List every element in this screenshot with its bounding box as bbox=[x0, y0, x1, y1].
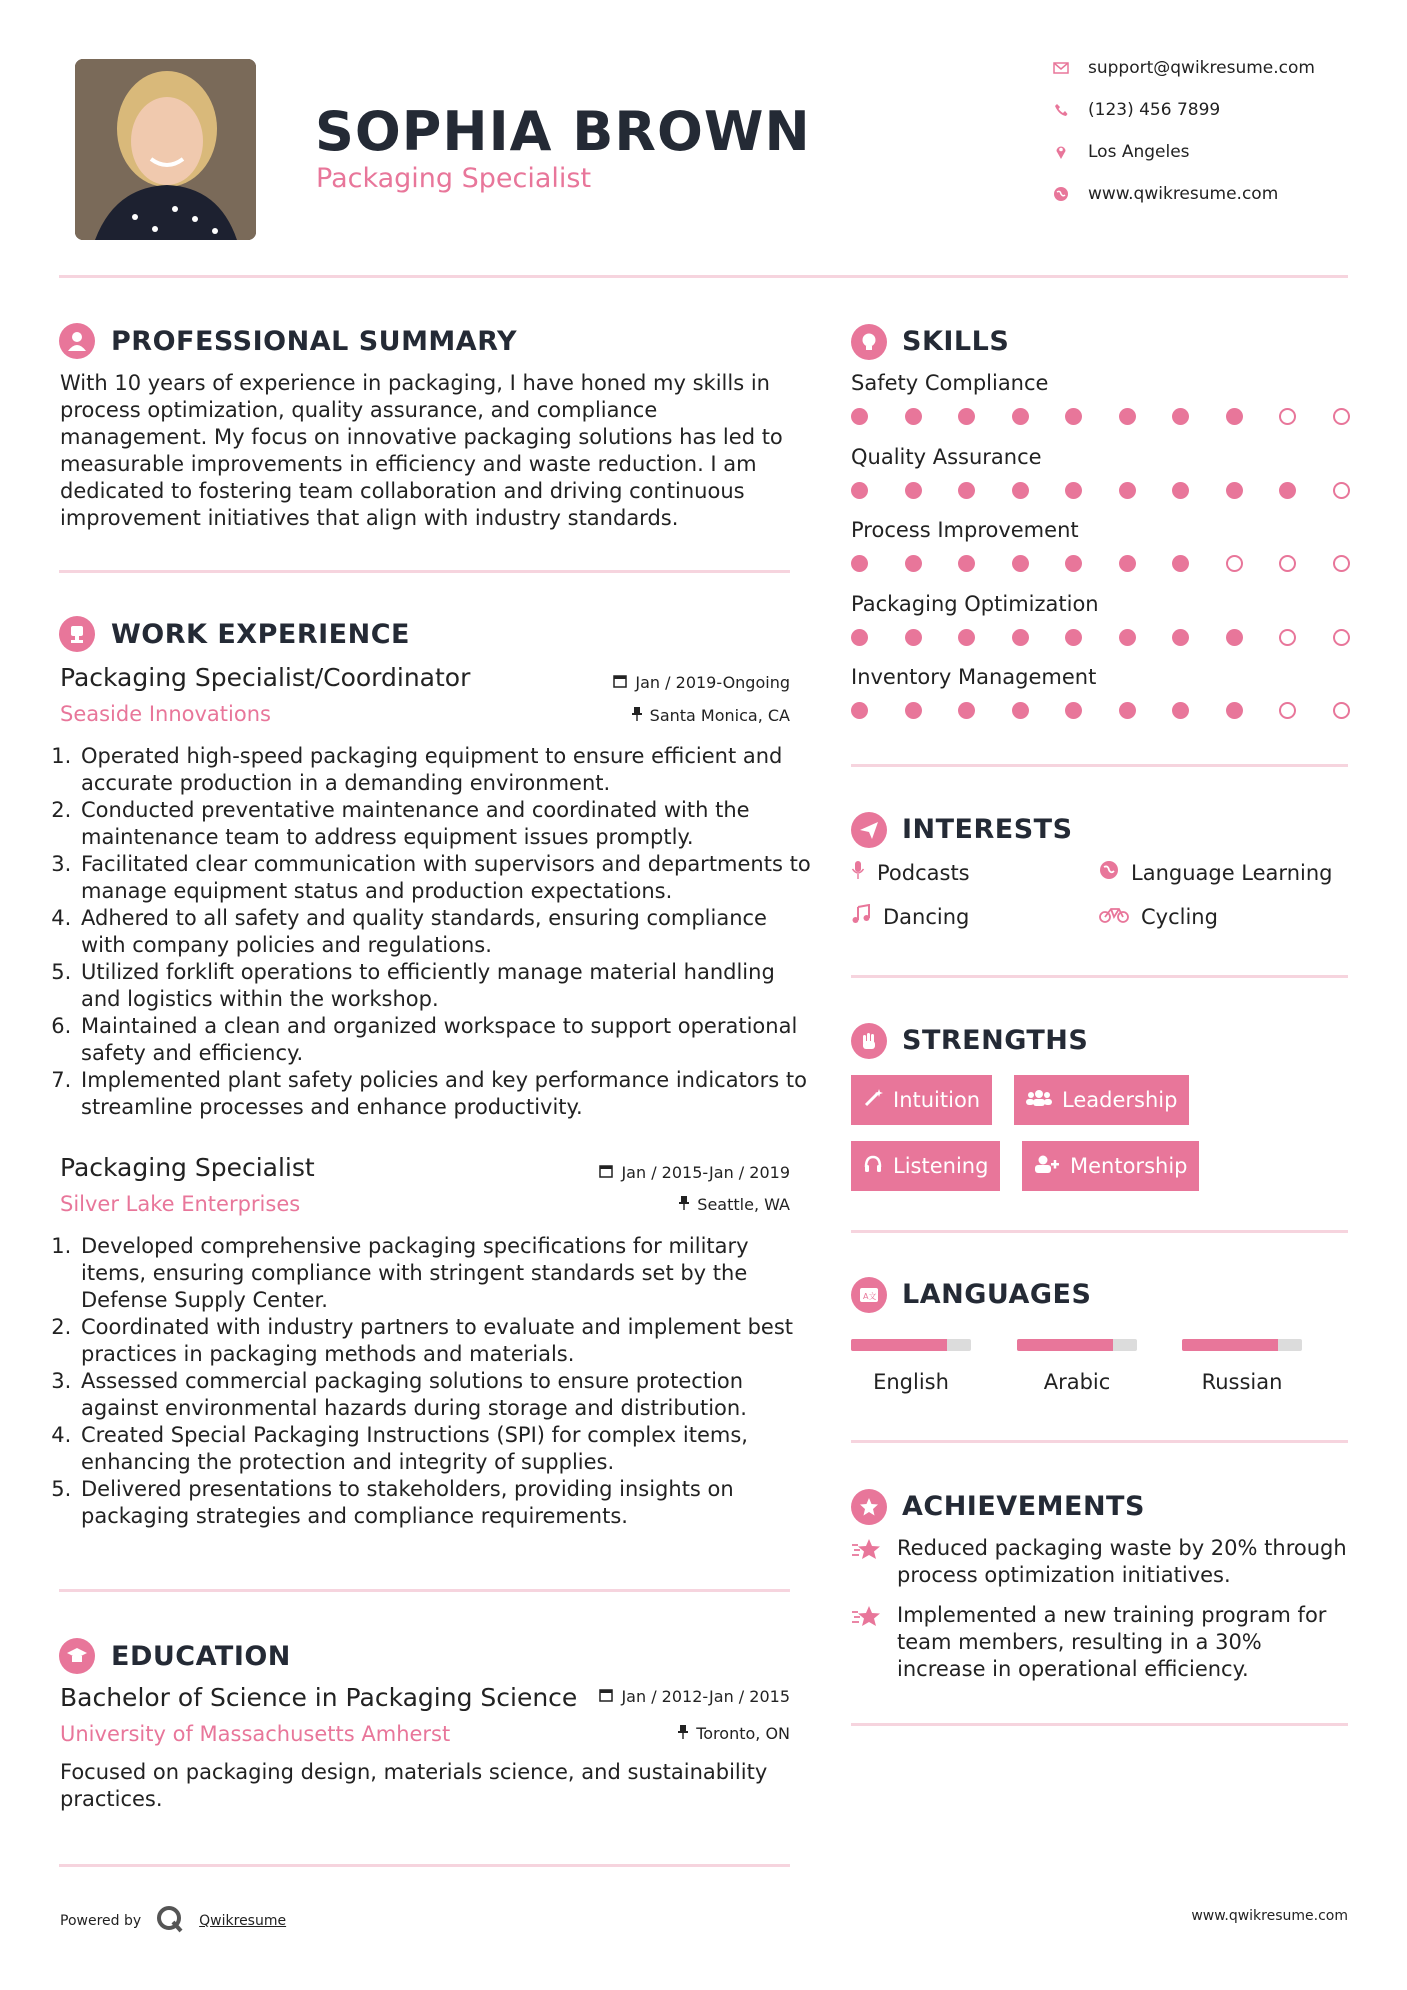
list-item: 7. Implemented plant safety policies and key performance indicators to streamline processes and enhance productivity. bbox=[78, 1067, 813, 1121]
calendar-icon bbox=[599, 1163, 613, 1182]
company-name: Silver Lake Enterprises bbox=[60, 1192, 301, 1216]
user-plus-icon bbox=[1034, 1154, 1060, 1179]
skills-heading: SKILLS bbox=[902, 326, 1010, 357]
rating-dot-empty bbox=[1279, 702, 1296, 719]
education-dates bbox=[530, 1687, 790, 1706]
section-divider bbox=[59, 1589, 790, 1592]
skill-rating bbox=[851, 408, 1386, 425]
job-title: Packaging Specialist/Coordinator bbox=[60, 663, 471, 692]
rating-dot-filled bbox=[1065, 702, 1082, 719]
school-name: University of Massachusetts Amherst bbox=[60, 1722, 451, 1746]
star-icon bbox=[851, 1537, 883, 1589]
job-duties-list bbox=[60, 743, 813, 1121]
svg-text:A文: A文 bbox=[863, 1292, 877, 1301]
rating-dot-filled bbox=[1172, 482, 1189, 499]
header-divider bbox=[59, 275, 1348, 278]
education-location-text: Toronto, ON bbox=[696, 1724, 790, 1743]
skill-name: Packaging Optimization bbox=[851, 591, 1099, 616]
rating-dot-filled bbox=[851, 555, 868, 572]
rating-dot-filled bbox=[1012, 629, 1029, 646]
rating-dot-filled bbox=[1065, 629, 1082, 646]
user-icon bbox=[59, 323, 95, 359]
website-text: www.qwikresume.com bbox=[1088, 184, 1279, 204]
qwikresume-logo-icon bbox=[155, 1904, 185, 1938]
section-divider bbox=[59, 570, 790, 573]
rating-dot-filled bbox=[1226, 482, 1243, 499]
job-dates bbox=[530, 1163, 790, 1182]
star-badge-icon bbox=[851, 1489, 887, 1525]
rating-dot-filled bbox=[1065, 482, 1082, 499]
rating-dot-filled bbox=[958, 555, 975, 572]
section-divider bbox=[851, 1230, 1348, 1233]
list-item: 4. Created Special Packaging Instructions (SPI) for complex items, enhancing the protection and integrity of supplies. bbox=[78, 1422, 813, 1476]
rating-dot-filled bbox=[958, 482, 975, 499]
rating-dot-filled bbox=[958, 629, 975, 646]
achievements-heading: ACHIEVEMENTS bbox=[902, 1491, 1145, 1522]
section-divider bbox=[851, 975, 1348, 978]
microphone-icon bbox=[851, 860, 865, 885]
rating-dot-filled bbox=[1172, 555, 1189, 572]
headphones-icon bbox=[863, 1154, 883, 1179]
rating-dot-filled bbox=[1226, 629, 1243, 646]
rating-dot-filled bbox=[1172, 702, 1189, 719]
email-text: support@qwikresume.com bbox=[1088, 58, 1315, 78]
list-item: 1. Developed comprehensive packaging specifications for military items, ensuring compliance with stringent standards set by the Defense Supply Center. bbox=[78, 1233, 813, 1314]
candidate-name: SOPHIA BROWN bbox=[315, 100, 811, 163]
education-dates-text: Jan / 2012-Jan / 2015 bbox=[621, 1687, 790, 1706]
bicycle-icon bbox=[1099, 904, 1129, 929]
brand-link[interactable]: Qwikresume bbox=[199, 1913, 287, 1929]
section-divider bbox=[59, 1864, 790, 1867]
job-location-text: Seattle, WA bbox=[697, 1195, 790, 1214]
interest-item bbox=[851, 860, 970, 885]
language-level-bar bbox=[1182, 1339, 1302, 1351]
education-text: Focused on packaging design, materials science, and sustainability practices. bbox=[60, 1760, 768, 1811]
rating-dot-empty bbox=[1279, 555, 1296, 572]
briefcase-icon bbox=[59, 616, 95, 652]
language-level-fill bbox=[851, 1339, 947, 1351]
degree-title: Bachelor of Science in Packaging Science bbox=[60, 1683, 578, 1712]
group-icon bbox=[1026, 1088, 1052, 1113]
list-item: 3. Assessed commercial packaging solutions to ensure protection against environmental hazards during storage and distribution. bbox=[78, 1368, 813, 1422]
skill-rating bbox=[851, 629, 1386, 646]
achievement-item bbox=[851, 1535, 1351, 1589]
list-item: 2. Conducted preventative maintenance and coordinated with the maintenance team to address equipment issues promptly. bbox=[78, 797, 813, 851]
list-item: 4. Adhered to all safety and quality standards, ensuring compliance with company policies and regulations. bbox=[78, 905, 813, 959]
rating-dot-filled bbox=[958, 408, 975, 425]
calendar-icon bbox=[599, 1687, 613, 1706]
job-dates-text: Jan / 2015-Jan / 2019 bbox=[621, 1163, 790, 1182]
skill-name: Process Improvement bbox=[851, 518, 1079, 542]
rating-dot-filled bbox=[905, 408, 922, 425]
rating-dot-filled bbox=[905, 482, 922, 499]
rating-dot-filled bbox=[1119, 555, 1136, 572]
rating-dot-filled bbox=[851, 702, 868, 719]
section-divider bbox=[851, 764, 1348, 767]
rating-dot-filled bbox=[1012, 408, 1029, 425]
strength-label: Mentorship bbox=[1070, 1154, 1188, 1178]
strength-tag bbox=[851, 1075, 992, 1125]
achievement-text: Implemented a new training program for team members, resulting in a 30% increase in operational efficiency. bbox=[897, 1603, 1327, 1681]
rating-dot-filled bbox=[1172, 629, 1189, 646]
strengths-heading: STRENGTHS bbox=[902, 1025, 1089, 1056]
education-heading: EDUCATION bbox=[111, 1641, 291, 1672]
rating-dot-filled bbox=[1065, 555, 1082, 572]
rating-dot-filled bbox=[1119, 408, 1136, 425]
skill-name: Quality Assurance bbox=[851, 444, 1042, 469]
rating-dot-filled bbox=[851, 408, 868, 425]
pushpin-icon bbox=[679, 1195, 689, 1214]
pushpin-icon bbox=[678, 1724, 688, 1743]
phone-text: (123) 456 7899 bbox=[1088, 100, 1221, 120]
education-location bbox=[530, 1724, 790, 1743]
rating-dot-filled bbox=[1226, 702, 1243, 719]
list-item: 3. Facilitated clear communication with supervisors and departments to manage equipment status and production expectations. bbox=[78, 851, 813, 905]
contact-email[interactable] bbox=[1052, 58, 1315, 78]
map-pin-icon bbox=[1052, 143, 1070, 161]
music-note-icon bbox=[851, 904, 871, 929]
language-icon bbox=[851, 1277, 887, 1313]
interest-item bbox=[851, 904, 969, 929]
list-item: 2. Coordinated with industry partners to evaluate and implement best practices in packaging methods and materials. bbox=[78, 1314, 813, 1368]
hand-icon bbox=[851, 1023, 887, 1059]
rating-dot-empty bbox=[1333, 408, 1350, 425]
rating-dot-filled bbox=[1012, 702, 1029, 719]
rating-dot-filled bbox=[1119, 482, 1136, 499]
rating-dot-empty bbox=[1279, 408, 1296, 425]
contact-location bbox=[1052, 142, 1190, 162]
rating-dot-filled bbox=[1065, 408, 1082, 425]
pushpin-icon bbox=[632, 706, 642, 725]
location-text: Los Angeles bbox=[1088, 142, 1190, 162]
skill-rating bbox=[851, 482, 1386, 499]
language-level-fill bbox=[1182, 1339, 1278, 1351]
lightbulb-icon bbox=[851, 324, 887, 360]
languages-heading: LANGUAGES bbox=[902, 1279, 1092, 1310]
achievement-text: Reduced packaging waste by 20% through process optimization initiatives. bbox=[897, 1536, 1347, 1587]
job-title: Packaging Specialist bbox=[60, 1153, 315, 1182]
envelope-icon bbox=[1052, 59, 1070, 77]
profile-photo bbox=[75, 59, 256, 240]
interest-item bbox=[1099, 904, 1218, 929]
job-dates-text: Jan / 2019-Ongoing bbox=[635, 673, 790, 692]
calendar-icon bbox=[613, 673, 627, 692]
company-name: Seaside Innovations bbox=[60, 702, 271, 726]
footer-website[interactable]: www.qwikresume.com bbox=[1191, 1908, 1348, 1924]
experience-heading: WORK EXPERIENCE bbox=[111, 619, 410, 650]
magic-wand-icon bbox=[863, 1088, 883, 1113]
skill-rating bbox=[851, 702, 1386, 719]
job-location-text: Santa Monica, CA bbox=[649, 706, 790, 725]
interest-label: Dancing bbox=[883, 904, 970, 929]
achievement-item bbox=[851, 1602, 1351, 1683]
interests-heading: INTERESTS bbox=[902, 814, 1073, 845]
skill-name: Inventory Management bbox=[851, 665, 1097, 689]
strength-label: Leadership bbox=[1062, 1088, 1178, 1112]
rating-dot-filled bbox=[1226, 408, 1243, 425]
language-level-bar bbox=[851, 1339, 971, 1351]
rating-dot-filled bbox=[1279, 482, 1296, 499]
rating-dot-empty bbox=[1333, 482, 1350, 499]
rating-dot-filled bbox=[1012, 555, 1029, 572]
rating-dot-filled bbox=[905, 702, 922, 719]
rating-dot-filled bbox=[905, 555, 922, 572]
section-divider bbox=[851, 1723, 1348, 1726]
rating-dot-empty bbox=[1226, 555, 1243, 572]
rating-dot-empty bbox=[1333, 629, 1350, 646]
strength-label: Intuition bbox=[893, 1088, 981, 1112]
rating-dot-empty bbox=[1333, 702, 1350, 719]
contact-phone[interactable] bbox=[1052, 100, 1220, 120]
list-item: 6. Maintained a clean and organized workspace to support operational safety and efficiency. bbox=[78, 1013, 813, 1067]
summary-text: With 10 years of experience in packaging, I have honed my skills in process optimization, quality assurance, and compliance management. My focus on innovative packaging solutions has led to measurable improvements in efficiency and waste reduction. I am dedicated to fostering team collaboration and driving continuous improvement initiatives that align with industry standards. bbox=[60, 371, 783, 530]
list-item: 1. Operated high-speed packaging equipment to ensure efficient and accurate production in a demanding environment. bbox=[78, 743, 813, 797]
skill-name: Safety Compliance bbox=[851, 371, 1049, 395]
rating-dot-filled bbox=[905, 629, 922, 646]
job-location bbox=[530, 1195, 790, 1214]
skill-rating bbox=[851, 555, 1386, 572]
job-duties-list bbox=[60, 1233, 813, 1530]
language-level-fill bbox=[1017, 1339, 1113, 1351]
rating-dot-empty bbox=[1333, 555, 1350, 572]
interest-label: Podcasts bbox=[877, 860, 970, 885]
interest-label: Language Learning bbox=[1131, 860, 1333, 885]
job-dates bbox=[530, 673, 790, 692]
language-name: Arabic bbox=[1043, 1370, 1111, 1394]
rating-dot-filled bbox=[1119, 702, 1136, 719]
strength-label: Listening bbox=[893, 1154, 989, 1178]
rating-dot-filled bbox=[1172, 408, 1189, 425]
powered-by-text: Powered by bbox=[60, 1913, 142, 1929]
strength-tag bbox=[1014, 1075, 1189, 1125]
rating-dot-filled bbox=[1012, 482, 1029, 499]
strength-tag bbox=[851, 1141, 1000, 1191]
footer-powered bbox=[60, 1904, 286, 1938]
candidate-role: Packaging Specialist bbox=[316, 163, 592, 194]
interest-label: Cycling bbox=[1141, 904, 1218, 929]
paper-plane-icon bbox=[851, 812, 887, 848]
phone-icon bbox=[1052, 101, 1070, 119]
language-name: English bbox=[873, 1370, 949, 1394]
rating-dot-filled bbox=[851, 482, 868, 499]
rating-dot-filled bbox=[958, 702, 975, 719]
globe-icon bbox=[1052, 185, 1070, 203]
rating-dot-filled bbox=[851, 629, 868, 646]
rating-dot-filled bbox=[1119, 629, 1136, 646]
list-item: 5. Delivered presentations to stakeholders, providing insights on packaging strategies and compliance requirements. bbox=[78, 1476, 813, 1530]
list-item: 5. Utilized forklift operations to efficiently manage material handling and logistics within the workshop. bbox=[78, 959, 813, 1013]
graduation-cap-icon bbox=[59, 1638, 95, 1674]
globe-icon bbox=[1099, 860, 1119, 885]
job-location bbox=[530, 706, 790, 725]
contact-website[interactable] bbox=[1052, 184, 1278, 204]
language-name: Russian bbox=[1201, 1370, 1283, 1394]
section-divider bbox=[851, 1440, 1348, 1443]
rating-dot-empty bbox=[1279, 629, 1296, 646]
language-level-bar bbox=[1017, 1339, 1137, 1351]
interest-item bbox=[1099, 860, 1332, 885]
summary-heading: PROFESSIONAL SUMMARY bbox=[111, 326, 518, 357]
strength-tag bbox=[1022, 1141, 1199, 1191]
star-icon bbox=[851, 1604, 883, 1683]
